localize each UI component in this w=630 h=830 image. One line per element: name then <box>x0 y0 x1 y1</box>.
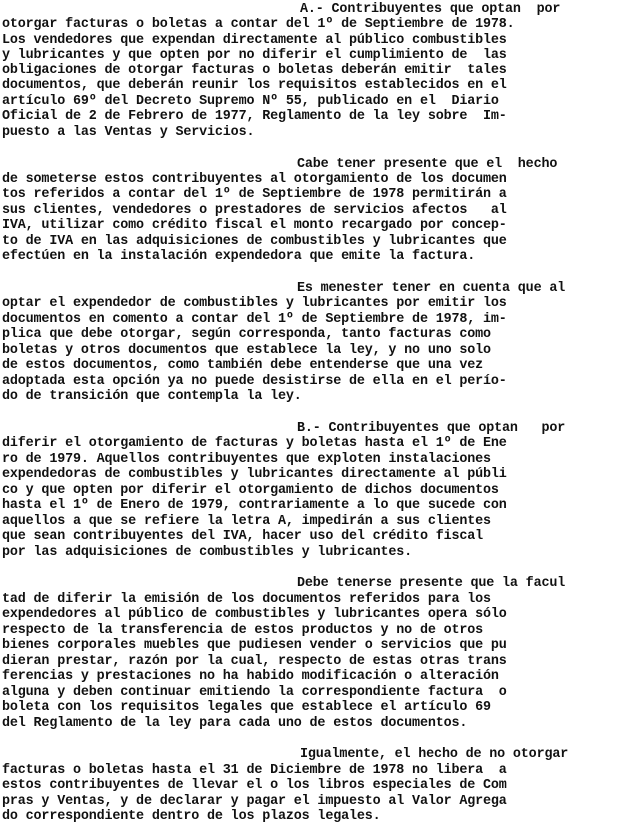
text-line: dieran prestar, razón por la cual, respecto de estas otras trans <box>2 654 507 669</box>
text-line: bienes corporales muebles que pudiesen vender o servicios que pu <box>2 638 507 653</box>
text-line: del Reglamento de la ley para cada uno de estos documentos. <box>2 716 468 731</box>
text-line: expendedores al público de combustibles y lubricantes opera sólo <box>2 607 507 622</box>
text-line: pras y Ventas, y de declarar y pagar el impuesto al Valor Agrega <box>2 794 507 809</box>
text-line: respecto de la transferencia de estos productos y no de otros <box>2 623 484 638</box>
text-line: to de IVA en las adquisiciones de combustibles y lubricantes que <box>2 234 507 249</box>
text-line: A.- Contribuyentes que optan por <box>300 2 561 17</box>
text-line: por las adquisiciones de combustibles y lubricantes. <box>2 545 413 560</box>
text-line: ro de 1979. Aquellos contribuyentes que exploten instalaciones <box>2 452 491 467</box>
text-line: plica que debe otorgar, según corresponda, tanto facturas como <box>2 327 491 342</box>
text-line: puesto a las Ventas y Servicios. <box>2 125 255 140</box>
text-line: sus clientes, vendedores o prestadores de servicios afectos al <box>2 203 507 218</box>
text-line: hasta el 1º de Enero de 1979, contrariamente a lo que sucede con <box>2 498 507 513</box>
text-line: do de transición que contempla la ley. <box>2 389 302 404</box>
text-line: documentos en comento a contar del 1º de Septiembre de 1978, im- <box>2 312 507 327</box>
text-line: efectúen en la instalación expendedora que emite la factura. <box>2 249 476 264</box>
text-line: Igualmente, el hecho de no otorgar <box>300 747 569 762</box>
text-line: de estos documentos, como también debe entenderse que una vez <box>2 358 484 373</box>
text-line: obligaciones de otorgar facturas o boletas deberán emitir tales <box>2 63 507 78</box>
text-line: alguna y deben continuar emitiendo la correspondiente factura o <box>2 685 507 700</box>
text-line: de someterse estos contribuyentes al otorgamiento de los documen <box>2 172 507 187</box>
text-line: optar el expendedor de combustibles y lubricantes por emitir los <box>2 296 507 311</box>
text-line: diferir el otorgamiento de facturas y boletas hasta el 1º de Ene <box>2 436 507 451</box>
text-line: Debe tenerse presente que la facul <box>297 576 566 591</box>
text-line: expendedoras de combustibles y lubricantes directamente al públi <box>2 467 507 482</box>
text-line: Cabe tener presente que el hecho <box>297 157 558 172</box>
text-line: facturas o boletas hasta el 31 de Diciembre de 1978 no libera a <box>2 763 507 778</box>
text-line: Es menester tener en cuenta que al <box>297 281 566 296</box>
text-line: y lubricantes y que opten por no diferir el cumplimiento de las <box>2 48 507 63</box>
text-line: boletas y otros documentos que establece la ley, y no uno solo <box>2 343 491 358</box>
text-line: adoptada esta opción ya no puede desistirse de ella en el perío- <box>2 374 507 389</box>
text-line: tos referidos a contar del 1º de Septiembre de 1978 permitirán a <box>2 187 507 202</box>
text-line: do correspondiente dentro de los plazos legales. <box>2 809 381 824</box>
text-line: otorgar facturas o boletas a contar del 1º de Septiembre de 1978. <box>2 17 515 32</box>
text-line: documentos, que deberán reunir los requisitos establecidos en el <box>2 78 507 93</box>
text-line: Los vendedores que expendan directamente al público combustibles <box>2 33 507 48</box>
text-line: co y que opten por diferir el otorgamiento de dichos documentos <box>2 483 499 498</box>
text-line: tad de diferir la emisión de los documentos referidos para los <box>2 592 491 607</box>
text-line: Oficial de 2 de Febrero de 1977, Reglamento de la ley sobre Im- <box>2 109 507 124</box>
text-line: aquellos a que se refiere la letra A, impedirán a sus clientes <box>2 514 491 529</box>
text-line: ferencias y prestaciones no ha habido modificación o alteración <box>2 669 499 684</box>
text-line: que sean contribuyentes del IVA, hacer uso del crédito fiscal <box>2 529 484 544</box>
text-line: B.- Contribuyentes que optan por <box>297 421 566 436</box>
text-line: boleta con los requisitos legales que establece el artículo 69 <box>2 700 491 715</box>
text-line: artículo 69º del Decreto Supremo Nº 55, publicado en el Diario <box>2 94 499 109</box>
text-line: IVA, utilizar como crédito fiscal el monto recargado por concep- <box>2 218 507 233</box>
text-line: estos contribuyentes de llevar el o los libros especiales de Com <box>2 778 507 793</box>
